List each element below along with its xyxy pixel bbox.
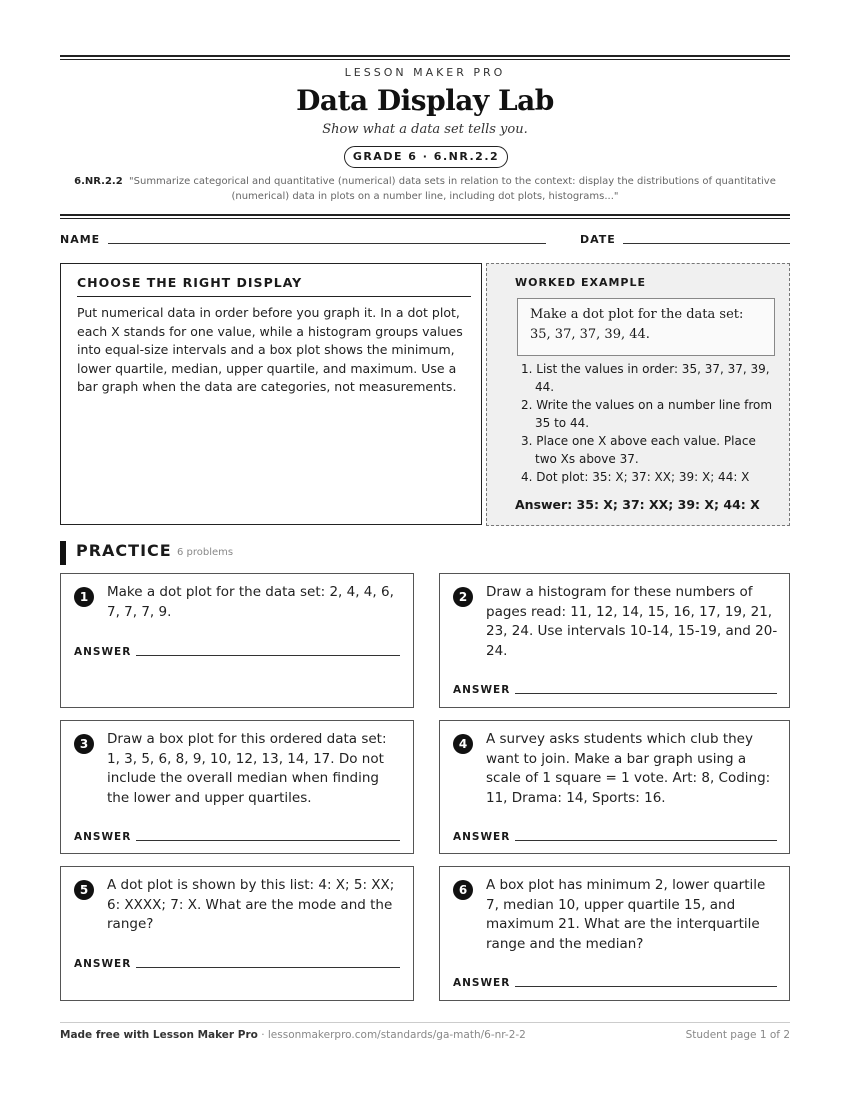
answer-field-2[interactable]: [515, 693, 777, 694]
answer-field-1[interactable]: [136, 655, 400, 656]
worked-example-prompt: Make a dot plot for the data set: 35, 37, 37, 39, 44.: [517, 298, 775, 356]
footer-url[interactable]: · lessonmakerpro.com/standards/ga-math/6-nr-2-2: [257, 1029, 526, 1041]
answer-label: ANSWER: [74, 831, 132, 843]
top-rule-thin: [60, 59, 790, 60]
problem-count: 6 problems: [177, 547, 234, 558]
standard-text: "Summarize categorical and quantitative (numerical) data sets in relation to the context: display the distributions of quantitative (numerical) data in plots on a number line, including dot plots, histograms...": [129, 176, 776, 202]
problem-card-6: [439, 866, 790, 1001]
worked-example-steps: [515, 360, 779, 486]
answer-label: ANSWER: [74, 646, 132, 658]
worked-step: 3. Place one X above each value. Place two Xs above 37.: [521, 434, 756, 466]
practice-heading: PRACTICE: [76, 541, 172, 560]
problem-card-5: [60, 866, 414, 1001]
date-field[interactable]: [623, 243, 790, 244]
worked-example-box: [486, 263, 790, 526]
problem-text: A dot plot is shown by this list: 4: X; 5: XX; 6: XXXX; 7: X. What are the mode and the range?: [107, 877, 395, 932]
answer-field-6[interactable]: [515, 986, 777, 987]
name-label: NAME: [60, 233, 101, 246]
grade-badge: GRADE 6 · 6.NR.2.2: [344, 146, 508, 168]
footer-page-number: Student page 1 of 2: [685, 1029, 790, 1041]
choose-display-box: [60, 263, 482, 525]
problem-number: 1: [74, 587, 94, 607]
top-rule: [60, 55, 790, 57]
worked-example-answer: Answer: 35: X; 37: XX; 39: X; 44: X: [515, 497, 760, 512]
problem-number: 4: [453, 734, 473, 754]
standard-description: [70, 174, 780, 204]
problem-card-4: [439, 720, 790, 854]
problem-text: A box plot has minimum 2, lower quartile 7, median 10, upper quartile 15, and maximum 21. What are the interquartile range and the median?: [486, 877, 766, 952]
answer-label: ANSWER: [74, 958, 132, 970]
problem-text: Draw a histogram for these numbers of pages read: 11, 12, 14, 15, 16, 17, 19, 21, 23, 24. Use intervals 10-14, 15-19, and 20-24.: [486, 584, 778, 659]
footer-rule: [60, 1022, 790, 1023]
choose-display-underline: [77, 296, 471, 297]
footer-made-with: Made free with Lesson Maker Pro: [60, 1029, 258, 1041]
name-field[interactable]: [108, 243, 546, 244]
worksheet-page: [60, 0, 790, 1100]
standard-code: 6.NR.2.2: [74, 176, 123, 187]
date-label: DATE: [580, 233, 616, 246]
problem-text: Make a dot plot for the data set: 2, 4, 4, 6, 7, 7, 7, 9.: [107, 584, 394, 620]
problem-text: Draw a box plot for this ordered data set: 1, 3, 5, 6, 8, 9, 10, 12, 13, 14, 17. Do not include the overall median when finding the lower and upper quartiles.: [107, 731, 387, 806]
worked-step: 2. Write the values on a number line from 35 to 44.: [521, 398, 773, 430]
problem-card-1: [60, 573, 414, 708]
header-rule: [60, 214, 790, 216]
practice-accent-bar: [60, 541, 66, 565]
problem-number: 5: [74, 880, 94, 900]
answer-label: ANSWER: [453, 684, 511, 696]
answer-field-5[interactable]: [136, 967, 400, 968]
page-subtitle: Show what a data set tells you.: [322, 122, 528, 137]
worked-step: 1. List the values in order: 35, 37, 37, 39, 44.: [521, 362, 770, 394]
problem-number: 3: [74, 734, 94, 754]
answer-label: ANSWER: [453, 977, 511, 989]
page-title: Data Display Lab: [296, 84, 554, 117]
answer-field-3[interactable]: [136, 840, 400, 841]
problem-text: A survey asks students which club they want to join. Make a bar graph using a scale of 1 square = 1 vote. Art: 8, Coding: 11, Drama: 14, Sports: 16.: [486, 731, 771, 806]
worked-example-heading: WORKED EXAMPLE: [515, 276, 646, 289]
footer-credit: [60, 1029, 526, 1041]
header-rule-thin: [60, 218, 790, 219]
brand-name: LESSON MAKER PRO: [344, 66, 506, 79]
problem-number: 6: [453, 880, 473, 900]
choose-display-text: Put numerical data in order before you graph it. In a dot plot, each X stands for one value, while a histogram groups values into equal-size intervals and a box plot shows the minimum, lower quartile, median, upper quartile, and maximum. Use a bar graph when the data are categories, not measurements.: [77, 305, 463, 394]
worked-step: 4. Dot plot: 35: X; 37: XX; 39: X; 44: X: [521, 470, 750, 484]
choose-display-heading: CHOOSE THE RIGHT DISPLAY: [77, 275, 303, 290]
problem-card-2: [439, 573, 790, 708]
answer-label: ANSWER: [453, 831, 511, 843]
problem-card-3: [60, 720, 414, 854]
answer-field-4[interactable]: [515, 840, 777, 841]
problem-number: 2: [453, 587, 473, 607]
